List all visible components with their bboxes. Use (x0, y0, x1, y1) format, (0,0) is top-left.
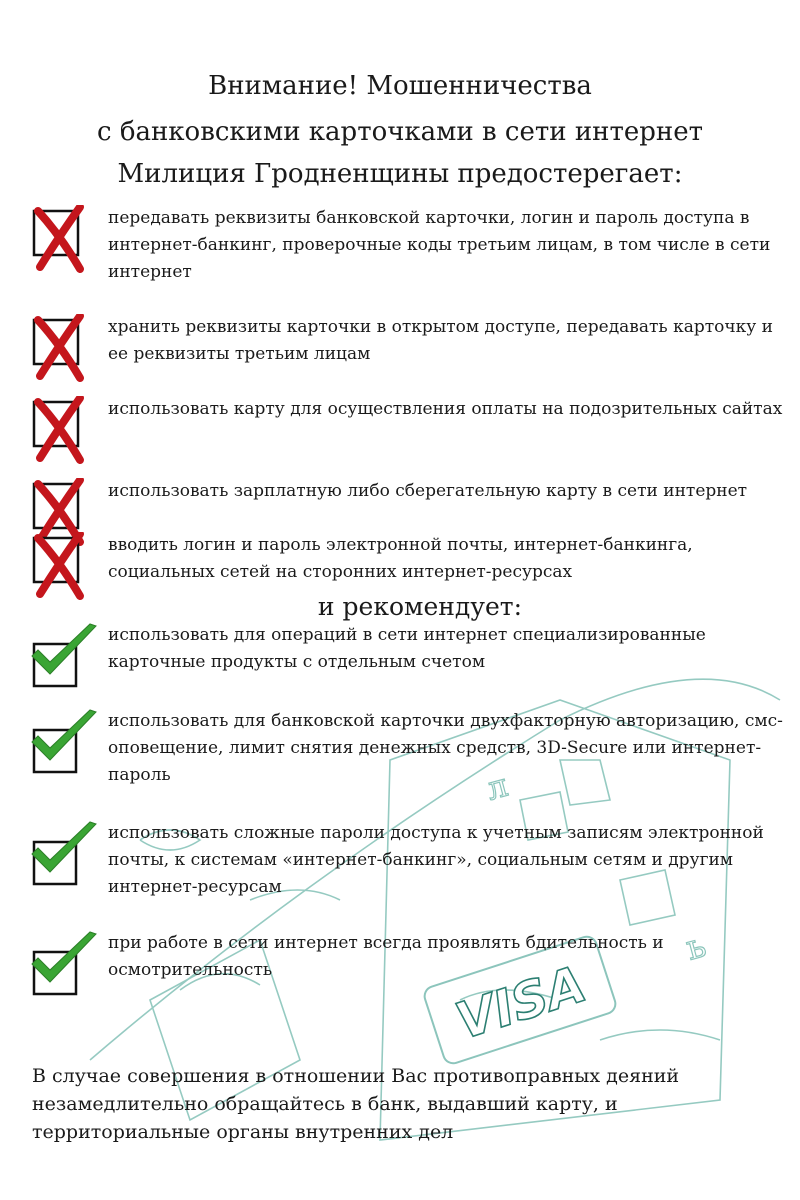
green-check-checkbox-icon (30, 708, 100, 778)
red-cross-checkbox-icon (30, 396, 100, 466)
green-check-checkbox-icon (30, 930, 100, 1000)
red-cross-checkbox-icon (30, 314, 100, 384)
recommendation-text: использовать для банковской карточки двухфакторную авторизацию, смс-оповещение, лимит снятия денежных средств, 3D-Secure или интернет-пароль (108, 711, 783, 785)
recommendation-text: при работе в сети интернет всегда проявлять бдительность и осмотрительность (108, 933, 664, 980)
headline-police: Милиция Гродненщины предостерегает: (117, 159, 683, 189)
recommendation-text: использовать сложные пароли доступа к учетным записям электронной почты, к системам «интернет-банкинг», социальным сетям и другим интернет-ресурсам (108, 823, 764, 897)
warning-text: вводить логин и пароль электронной почты, интернет-банкинга, социальных сетей на сторонних интернет-ресурсах (108, 535, 693, 582)
visa-logo: VISA (449, 954, 593, 1051)
warning-text: передавать реквизиты банковской карточки, логин и пароль доступа в интернет-банкинг, проверочные коды третьим лицам, в том числе в сети интернет (108, 208, 771, 282)
green-check-checkbox-icon (30, 622, 100, 692)
warning-text: хранить реквизиты карточки в открытом доступе, передавать карточку и ее реквизиты третьим лицам (108, 317, 773, 364)
background-letter: ь (681, 925, 711, 969)
background-letter: л (482, 765, 512, 808)
headline-subtitle: с банковскими карточками в сети интернет (97, 117, 703, 147)
recommends-heading: и рекомендует: (317, 592, 523, 621)
recommendation-text: использовать для операций в сети интернет специализированные карточные продукты с отдельным счетом (108, 625, 706, 672)
green-check-checkbox-icon (30, 820, 100, 890)
warning-text: использовать зарплатную либо сберегательную карту в сети интернет (108, 481, 748, 501)
warning-text: использовать карту для осуществления оплаты на подозрительных сайтах (108, 399, 783, 419)
headline-warning: Внимание! Мошенничества (208, 71, 592, 101)
footer-notice: В случае совершения в отношении Вас противоправных деяний незамедлительно обращайтесь в банк, выдавший карту, и территориальные органы внутренних дел (32, 1065, 680, 1143)
red-cross-checkbox-icon (30, 205, 100, 275)
